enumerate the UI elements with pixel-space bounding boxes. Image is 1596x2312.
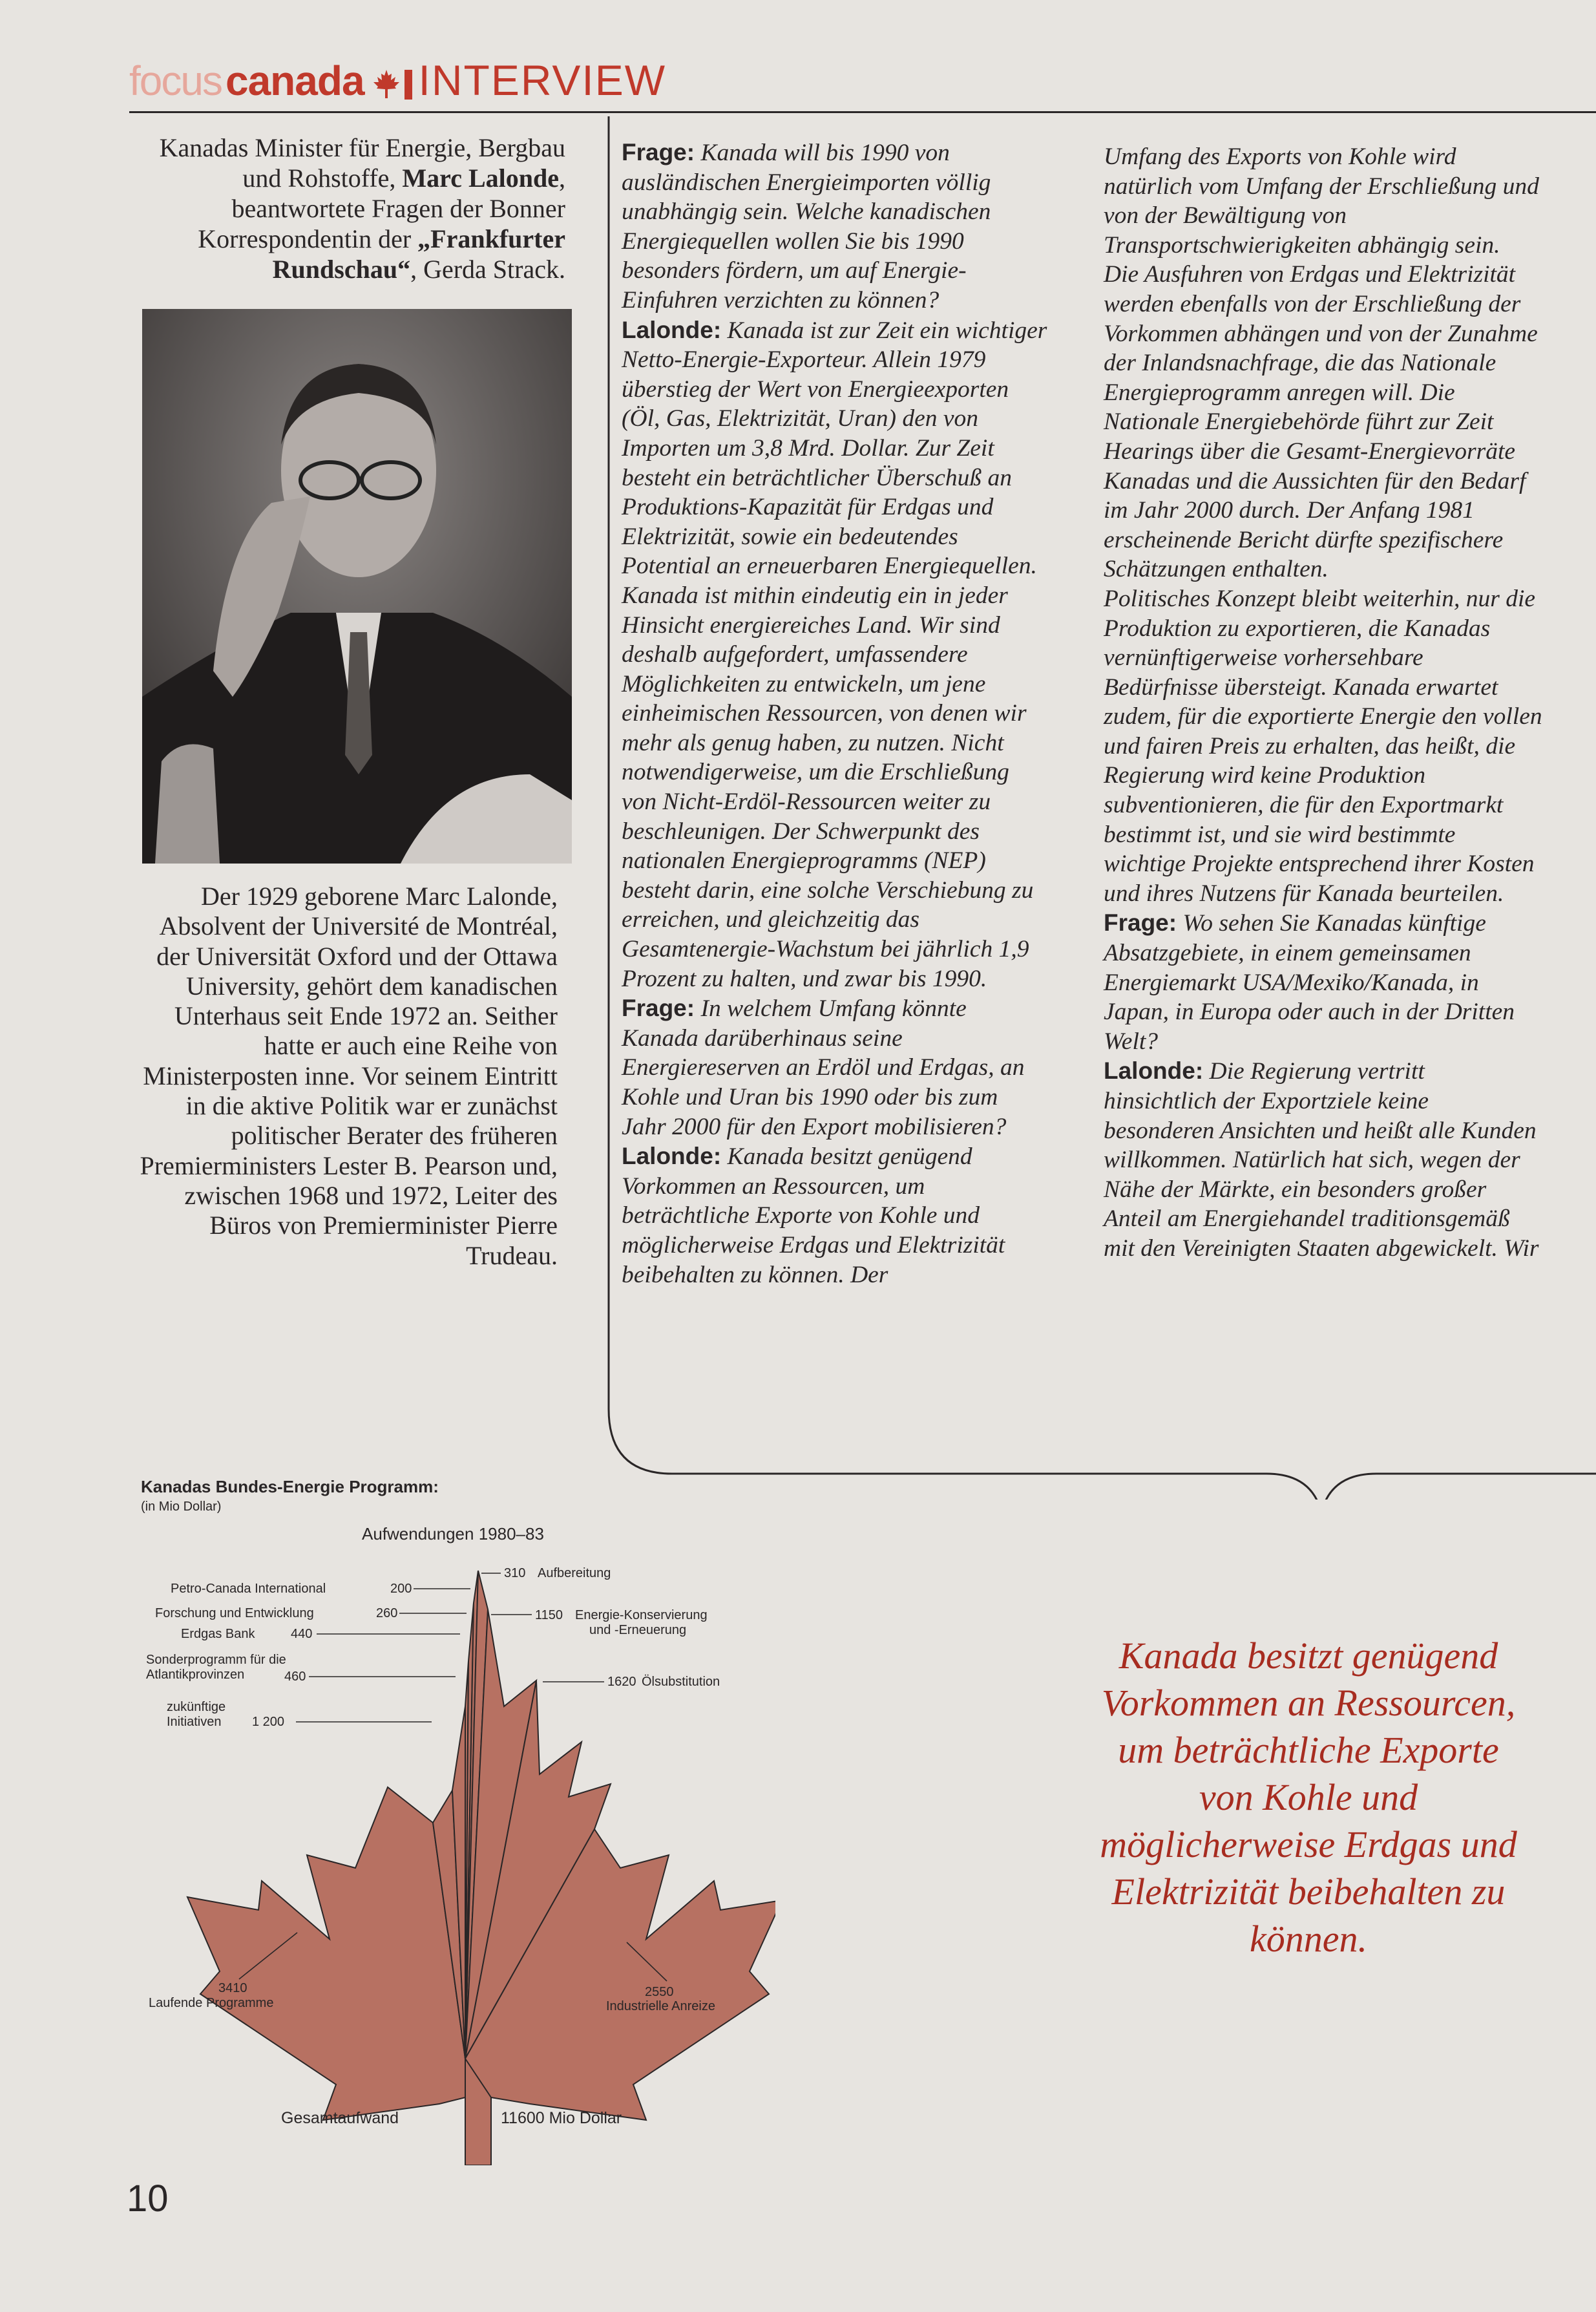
label-konserv-1: Energie-Konservierung [575, 1608, 708, 1622]
label-zukunft-2: Initiativen [167, 1715, 222, 1729]
portrait-photo [142, 309, 572, 864]
col3-text-3: Politisches Konzept bleibt weiterhin, nur die Produktion zu exportieren, die Kanadas vernünftigerweise vorhersehbare Bedürfnisse übersteigt. Kanada erwartet zudem, für die exportierte Energie den vollen und fairen Preis zu erhalten, das heißt, die Regierung wird keine Produktion subventionieren, die für den Exportmarkt bestimmt ist, und sie wird bestimmte wichtige Projekte entsprechend ihrer Kosten und ihres Nutzens für Kanada beurteilen. [1104, 585, 1542, 907]
chart-heading: Aufwendungen 1980–83 [362, 1524, 544, 1543]
col3-label-4: Frage: [1104, 909, 1177, 937]
label-industrie: Industrielle Anreize [606, 1999, 715, 2013]
label-konserv-value: 1150 [535, 1608, 563, 1622]
col3-text-2: Die Ausfuhren von Erdgas und Elektrizität werden ebenfalls von der Erschließung der Vorkommen abhängen und von der Zunahme der Inlandsnachfrage, die das Nationale Energieprogramm anregen will. Die Nationale Energiebehörde führt zur Zeit Hearings über die Gesamt-Energievorräte Kanadas und die Aussichten für den Bedarf im Jahr 2000 durch. Der Anfang 1981 erscheinende Bericht dürfte spezifischere Schätzungen enthalten. [1104, 261, 1538, 583]
label-aufbereitung: Aufbereitung [538, 1566, 611, 1580]
label-total-value: 11600 Mio Dollar [501, 2109, 622, 2127]
label-zukunft-1: zukünftige [167, 1700, 226, 1714]
masthead-focus: focus [129, 58, 222, 104]
label-aufbereitung-value: 310 [504, 1566, 526, 1580]
label-erdgas: Erdgas Bank [181, 1627, 255, 1641]
label-oel-value: 1620 [607, 1675, 636, 1689]
label-forschung-value: 260 [376, 1606, 398, 1620]
label-gesamtaufwand: Gesamtaufwand [281, 2109, 399, 2127]
intro-part-2: , beantwortete Fragen der Bonner Korrespondentin der [198, 164, 565, 253]
label-petro-value: 200 [390, 1582, 412, 1596]
label-laufend: Laufende Programme [149, 1996, 274, 2010]
page-number: 10 [127, 2178, 169, 2220]
label-erdgas-value: 440 [291, 1627, 313, 1641]
intro-text [132, 133, 565, 284]
col3-text-4: Wo sehen Sie Kanadas künftige Absatzgebiete, in einem gemeinsamen Energiemarkt USA/Mexiko/Kanada, in Japan, in Europa oder auch in der Dritten Welt? [1104, 910, 1515, 1055]
intro-part-3: , Gerda Strack. [410, 255, 565, 284]
chart-subtitle: (in Mio Dollar) [141, 1500, 222, 1514]
col2-text-4: Kanada besitzt genügend Vorkommen an Ressourcen, um beträchtliche Exporte von Kohle und möglicherweise Erdgas und Elektrizität beibehalten zu können. Der [622, 1143, 1005, 1288]
col2-text-3: In welchem Umfang könnte Kanada darüberhinaus seine Energiereserven an Erdöl und Erdgas, an Kohle und Uran bis 1990 oder bis zum Jahr 2000 für den Export mobilisieren? [622, 995, 1025, 1140]
label-forschung: Forschung und Entwicklung [155, 1606, 314, 1620]
masthead-bar [404, 70, 412, 100]
col2-text-1: Kanada will bis 1990 von ausländischen Energieimporten völlig unabhängig sein. Welche kanadischen Energiequellen wollen Sie bis 1990 besonders fördern, um auf Energie-Einfuhren verzichten zu können? [622, 140, 991, 313]
maple-leaf-icon [373, 70, 399, 98]
col2-label-3: Frage: [622, 995, 695, 1022]
col3-text-1: Umfang des Exports von Kohle wird natürlich vom Umfang der Erschließung und von der Bewältigung von Transportschwierigkeiten abhängig sein. [1104, 143, 1539, 259]
label-konserv-2: und -Erneuerung [589, 1623, 687, 1637]
col2-label-1: Frage: [622, 139, 695, 165]
label-industrie-value: 2550 [645, 1985, 674, 1999]
masthead-canada: canada [225, 58, 364, 104]
label-sonder-1: Sonderprogramm für die [146, 1653, 286, 1667]
label-zukunft-value: 1 200 [252, 1715, 285, 1729]
label-oel: Ölsubstitution [642, 1675, 720, 1689]
section-title: INTERVIEW [418, 56, 667, 104]
chart-title: Kanadas Bundes-Energie Programm: [141, 1477, 439, 1496]
col2-label-2: Lalonde: [622, 316, 722, 343]
bio-text: Der 1929 geborene Marc Lalonde, Absolvent der Université de Montréal, der Universität Oxford und der Ottawa University, gehört dem kanadischen Unterhaus seit Ende 1972 an. Seither hatte er auch eine Reihe von Ministerposten inne. Vor seinem Eintritt in die aktive Politik war er zunächst politischer Berater des früheren Premierministers Lester B. Pearson und, zwischen 1968 und 1972, Leiter des Büros von Premierminister Pierre Trudeau. [140, 882, 558, 1270]
col3-text-5: Die Regierung vertritt hinsichtlich der Exportziele keine besonderen Ansichten und heißt alle Kunden willkommen. Natürlich hat sich, wegen der Nähe der Märkte, ein besonders großer Anteil am Energiehandel traditionsgemäß mit den Vereinigten Staaten abgewickelt. Wir [1104, 1058, 1539, 1262]
col2-text-2: Kanada ist zur Zeit ein wichtiger Netto-Energie-Exporteur. Allein 1979 überstieg der Wert von Energieexporten (Öl, Gas, Elektrizität, Uran) den von Importen um 3,8 Mrd. Dollar. Zur Zeit besteht ein beträchtlicher Überschuß an Produktions-Kapazität für Erdgas und Elektrizität, sowie ein bedeutendes Potential an erneuerbaren Energiequellen. Kanada ist mithin eindeutig ein in jeder Hinsicht energiereiches Land. Wir sind deshalb aufgefordert, umfassendere Möglichkeiten zu entwickeln, um jene einheimischen Ressourcen, von denen wir mehr als genug haben, zu nutzen. Nicht notwendigerweise, um die Erschließung von Nicht-Erdöl-Ressourcen weiter zu beschleunigen. Der Schwerpunkt des nationalen Energieprogramms (NEP) besteht darin, eine solche Verschiebung zu erreichen, und gleichzeitig das Gesamtenergie-Wachstum bei jährlich 1,9 Prozent zu halten, und zwar bis 1990. [622, 317, 1047, 992]
intro-minister-name: Marc Lalonde [402, 164, 559, 193]
intro-newspaper: „Frankfurter Rundschau“ [272, 224, 565, 284]
intro-part-1: Kanadas Minister für Energie, Bergbau und Rohstoffe, [159, 133, 565, 193]
label-laufend-value: 3410 [218, 1981, 247, 1995]
maple-leaf-chart [129, 1519, 775, 2165]
interview-column-3 [1104, 142, 1543, 1264]
label-sonder-2: Atlantikprovinzen [146, 1668, 245, 1682]
interview-column-2 [622, 138, 1048, 1289]
col2-label-4: Lalonde: [622, 1143, 722, 1170]
header-rule [129, 111, 1596, 113]
col3-label-5: Lalonde: [1104, 1057, 1204, 1085]
pull-quote: Kanada besitzt genügend Vorkommen an Ressourcen, um beträchtliche Exporte von Kohle und möglicherweise Erdgas und Elektrizität beibehalten zu können. [1100, 1635, 1517, 1960]
masthead [129, 56, 667, 105]
label-sonder-value: 460 [284, 1670, 306, 1684]
label-petro: Petro-Canada International [171, 1582, 326, 1596]
